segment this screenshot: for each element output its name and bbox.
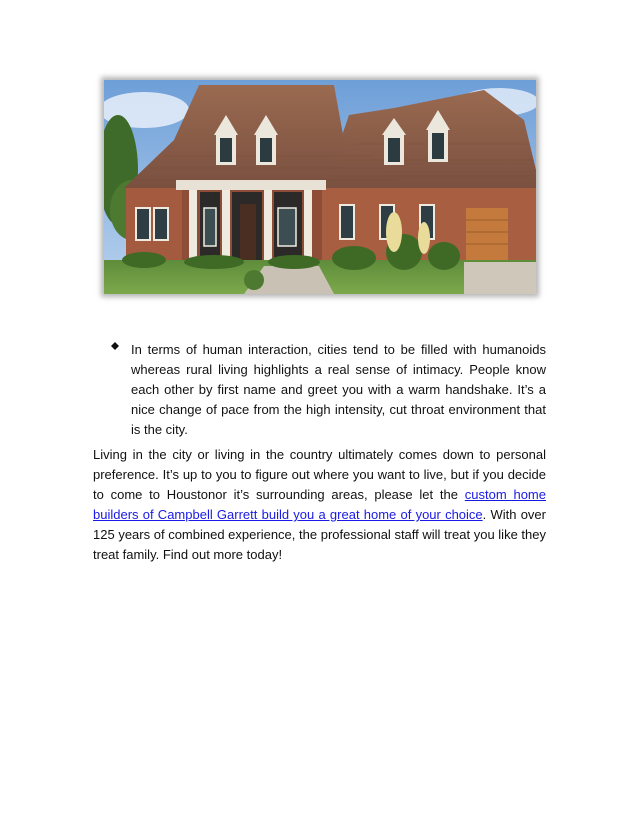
- paragraph-text-before-link: Living in the city or living in the country ultimately comes down to personal preference. It’s up to you to figure out where you want to live, but if you decide to come to Houstonor it’s surrounding areas, please let the: [93, 447, 546, 502]
- paragraph-text-after-link: . With over 125 years of combined experience, the professional staff will treat you like they treat family. Find out more today!: [93, 507, 546, 562]
- body-paragraph: [93, 445, 546, 565]
- list-item: [93, 340, 546, 440]
- bullet-list: [93, 340, 546, 440]
- custom-home-builders-link[interactable]: custom home builders of Campbell Garrett build you a great home of your choice: [93, 487, 546, 522]
- diamond-bullet-icon: [111, 342, 119, 350]
- bullet-text: In terms of human interaction, cities tend to be filled with humanoids whereas rural living highlights a real sense of intimacy. People know each other by first name and greet you with a warm handshake. It’s a nice change of pace from the high intensity, cut throat environment that is the city.: [131, 342, 546, 437]
- house-photo: [104, 80, 536, 294]
